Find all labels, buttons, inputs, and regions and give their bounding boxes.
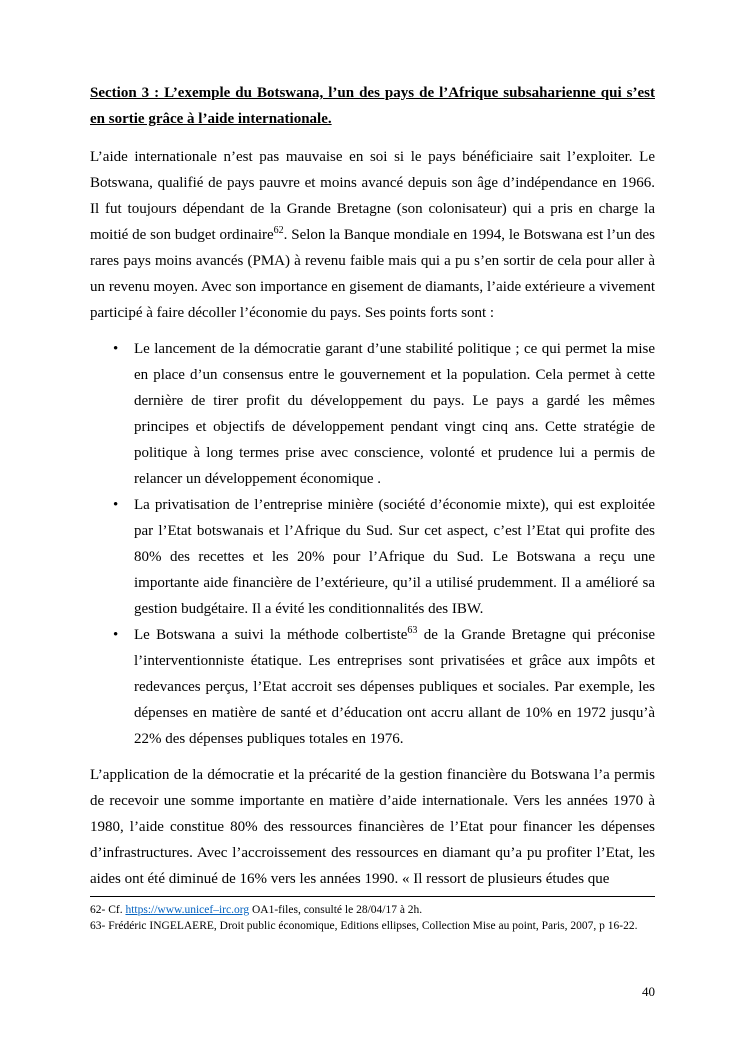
footnote-62-suffix: OA1-files, consulté le 28/04/17 à 2h.	[249, 904, 423, 916]
footnote-62	[90, 902, 655, 918]
intro-paragraph	[90, 144, 655, 326]
list-item	[90, 492, 655, 622]
page-content	[90, 80, 655, 902]
footnote-area	[90, 896, 655, 934]
key-points-list	[90, 336, 655, 752]
section-heading-text: Section 3 : L’exemple du Botswana, l’un des pays de l’Afrique subsaharienne qui s’est en sortie grâce à l’aide internationale.	[90, 85, 655, 127]
footnote-ref-62: 62	[273, 225, 284, 236]
list-item	[90, 336, 655, 492]
bullet-3-text-2: de la Grande Bretagne qui préconise l’interventionniste étatique. Les entreprises sont privatisées et grâce aux impôts et redevances perçus, l’Etat accroit ses dépenses publiques et sociales. Par exemple, les dépenses en matière de santé et d’éducation ont accru allant de 10% en 1972 jusqu’à 22% des dépenses publiques totales en 1976.	[134, 627, 655, 747]
bullet-1-text: Le lancement de la démocratie garant d’une stabilité politique ; ce qui permet la mise en place d’un consensus entre le gouvernement et la population. Cela permet à cette dernière de tirer profit du développement du pays. Le pays a gardé les mêmes principes et objectifs de développement pendant vingt cinq ans. Cette stratégie de politique à long termes prise avec conscience, volonté et prudence lui a permis de relancer un développement économique .	[134, 341, 655, 487]
closing-paragraph: L’application de la démocratie et la précarité de la gestion financière du Botswana l’a permis de recevoir une somme importante en matière d’aide internationale. Vers les années 1970 à 1980, l’aide constitue 80% des ressources financières de l’Etat pour financer les dépenses d’infrastructures. Avec l’accroissement des ressources en diamant qu’a pu profiter l’Etat, les aides ont été diminué de 16% vers les années 1990. « Il ressort de plusieurs études que	[90, 767, 655, 887]
unicef-irc-link[interactable]: https://www.unicef–irc.org	[125, 904, 250, 916]
page-number: 40	[642, 984, 655, 999]
footnote-ref-63: 63	[407, 625, 418, 636]
section-heading	[90, 80, 655, 132]
footnote-63: 63- Frédéric INGELAERE, Droit public économique, Editions ellipses, Collection Mise au point, Paris, 2007, p 16-22.	[90, 920, 638, 932]
list-item	[90, 622, 655, 752]
bullet-3-text: Le Botswana a suivi la méthode colbertiste	[134, 627, 408, 643]
footnote-62-prefix: 62- Cf.	[90, 904, 126, 916]
intro-text-2: . Selon la Banque mondiale en 1994, le Botswana est l’un des rares pays moins avancés (PMA) à revenu faible mais qui a pu s’en sortir de cela pour aller à un revenu moyen. Avec son importance en gisement de diamants, l’aide extérieure a vivement participé à faire décoller l’économie du pays. Ses points forts sont :	[90, 227, 655, 321]
bullet-2-text: La privatisation de l’entreprise minière (société d’économie mixte), qui est exploitée par l’Etat botswanais et l’Afrique du Sud. Sur cet aspect, c’est l’Etat qui profite des 80% des recettes et les 20% pour l’Afrique du Sud. Le Botswana a reçu une importante aide financière de l’extérieure, qu’il a utilisé prudemment. Il a amélioré sa gestion budgétaire. Il a évité les conditionnalités des IBW.	[134, 497, 655, 617]
intro-text-1: L’aide internationale n’est pas mauvaise en soi si le pays bénéficiaire sait l’exploiter. Le Botswana, qualifié de pays pauvre et moins avancé depuis son âge d’indépendance en 1966. Il fut toujours dépendant de la Grande Bretagne (son colonisateur) qui a pris en charge la moitié de son budget ordinaire	[90, 149, 655, 243]
footnote-separator	[90, 896, 655, 897]
